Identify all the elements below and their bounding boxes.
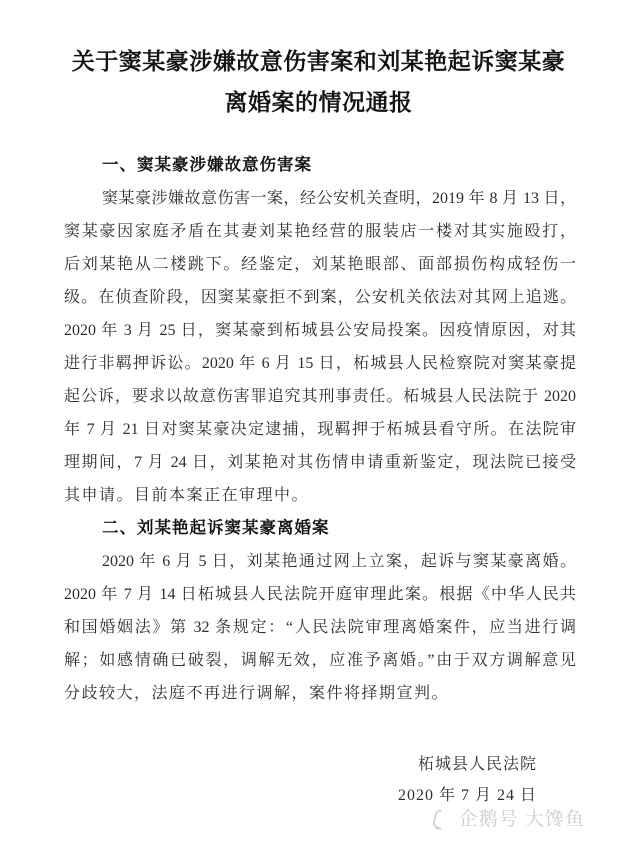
signature-date: 2020 年 7 月 24 日 [397, 787, 537, 804]
text-line: 窦某豪涉嫌故意伤害一案，经公安机关查明，2019 年 8 月 13 日， [102, 190, 576, 207]
watermark [429, 804, 585, 831]
text-line: 2020 年 7 月 14 日柘城县人民法院开庭审理此案。根据《中华人民共 [64, 586, 576, 603]
penguin-icon [429, 805, 453, 831]
document-title [0, 0, 637, 123]
title-line-2: 离婚案的情况通报 [224, 89, 413, 115]
text-line: 理期间，7 月 24 日，刘某艳对其伤情申请重新鉴定，现法院已接受 [64, 454, 576, 471]
signature-block [0, 749, 637, 811]
text-line: 2020 年 3 月 25 日，窦某豪到柘城县公安局投案。因疫情原因，对其 [64, 322, 576, 339]
section1-heading: 一、窦某豪涉嫌故意伤害案 [102, 156, 312, 174]
text-line: 起公诉，要求以故意伤害罪追究其刑事责任。柘城县人民法院于 2020 [64, 388, 576, 405]
title-line-1: 关于窦某豪涉嫌故意伤害案和刘某艳起诉窦某豪 [71, 48, 566, 74]
text-line: 进行非羁押诉讼。2020 年 6 月 15 日，柘城县人民检察院对窦某豪提 [64, 355, 576, 372]
text-line: 分歧较大，法庭不再进行调解，案件将择期宣判。 [64, 685, 450, 702]
text-line: 窦某豪因家庭矛盾在其妻刘某艳经营的服装店一楼对其实施殴打， [64, 223, 576, 240]
section2-heading: 二、刘某艳起诉窦某豪离婚案 [102, 519, 330, 537]
text-line: 2020 年 6 月 5 日，刘某艳通过网上立案，起诉与窦某豪离婚。 [102, 553, 576, 570]
document-body [64, 149, 576, 710]
text-line: 其申请。目前本案正在审理中。 [64, 487, 310, 504]
text-line: 后刘某艳从二楼跳下。经鉴定，刘某艳眼部、面部损伤构成轻伤一 [64, 256, 576, 273]
text-line: 和国婚姻法》第 32 条规定：“人民法院审理离婚案件，应当进行调 [64, 619, 576, 636]
text-line: 年 7 月 21 日对窦某豪决定逮捕，现羁押于柘城县看守所。在法院审 [64, 421, 576, 438]
text-line: 解；如感情确已破裂，调解无效，应准予离婚。”由于双方调解意见 [64, 652, 576, 669]
text-line: 级。在侦查阶段，因窦某豪拒不到案，公安机关依法对其网上追逃。 [64, 289, 576, 306]
watermark-text: 企鹅号 大馋鱼 [458, 809, 585, 830]
signature-org: 柘城县人民法院 [417, 756, 537, 773]
